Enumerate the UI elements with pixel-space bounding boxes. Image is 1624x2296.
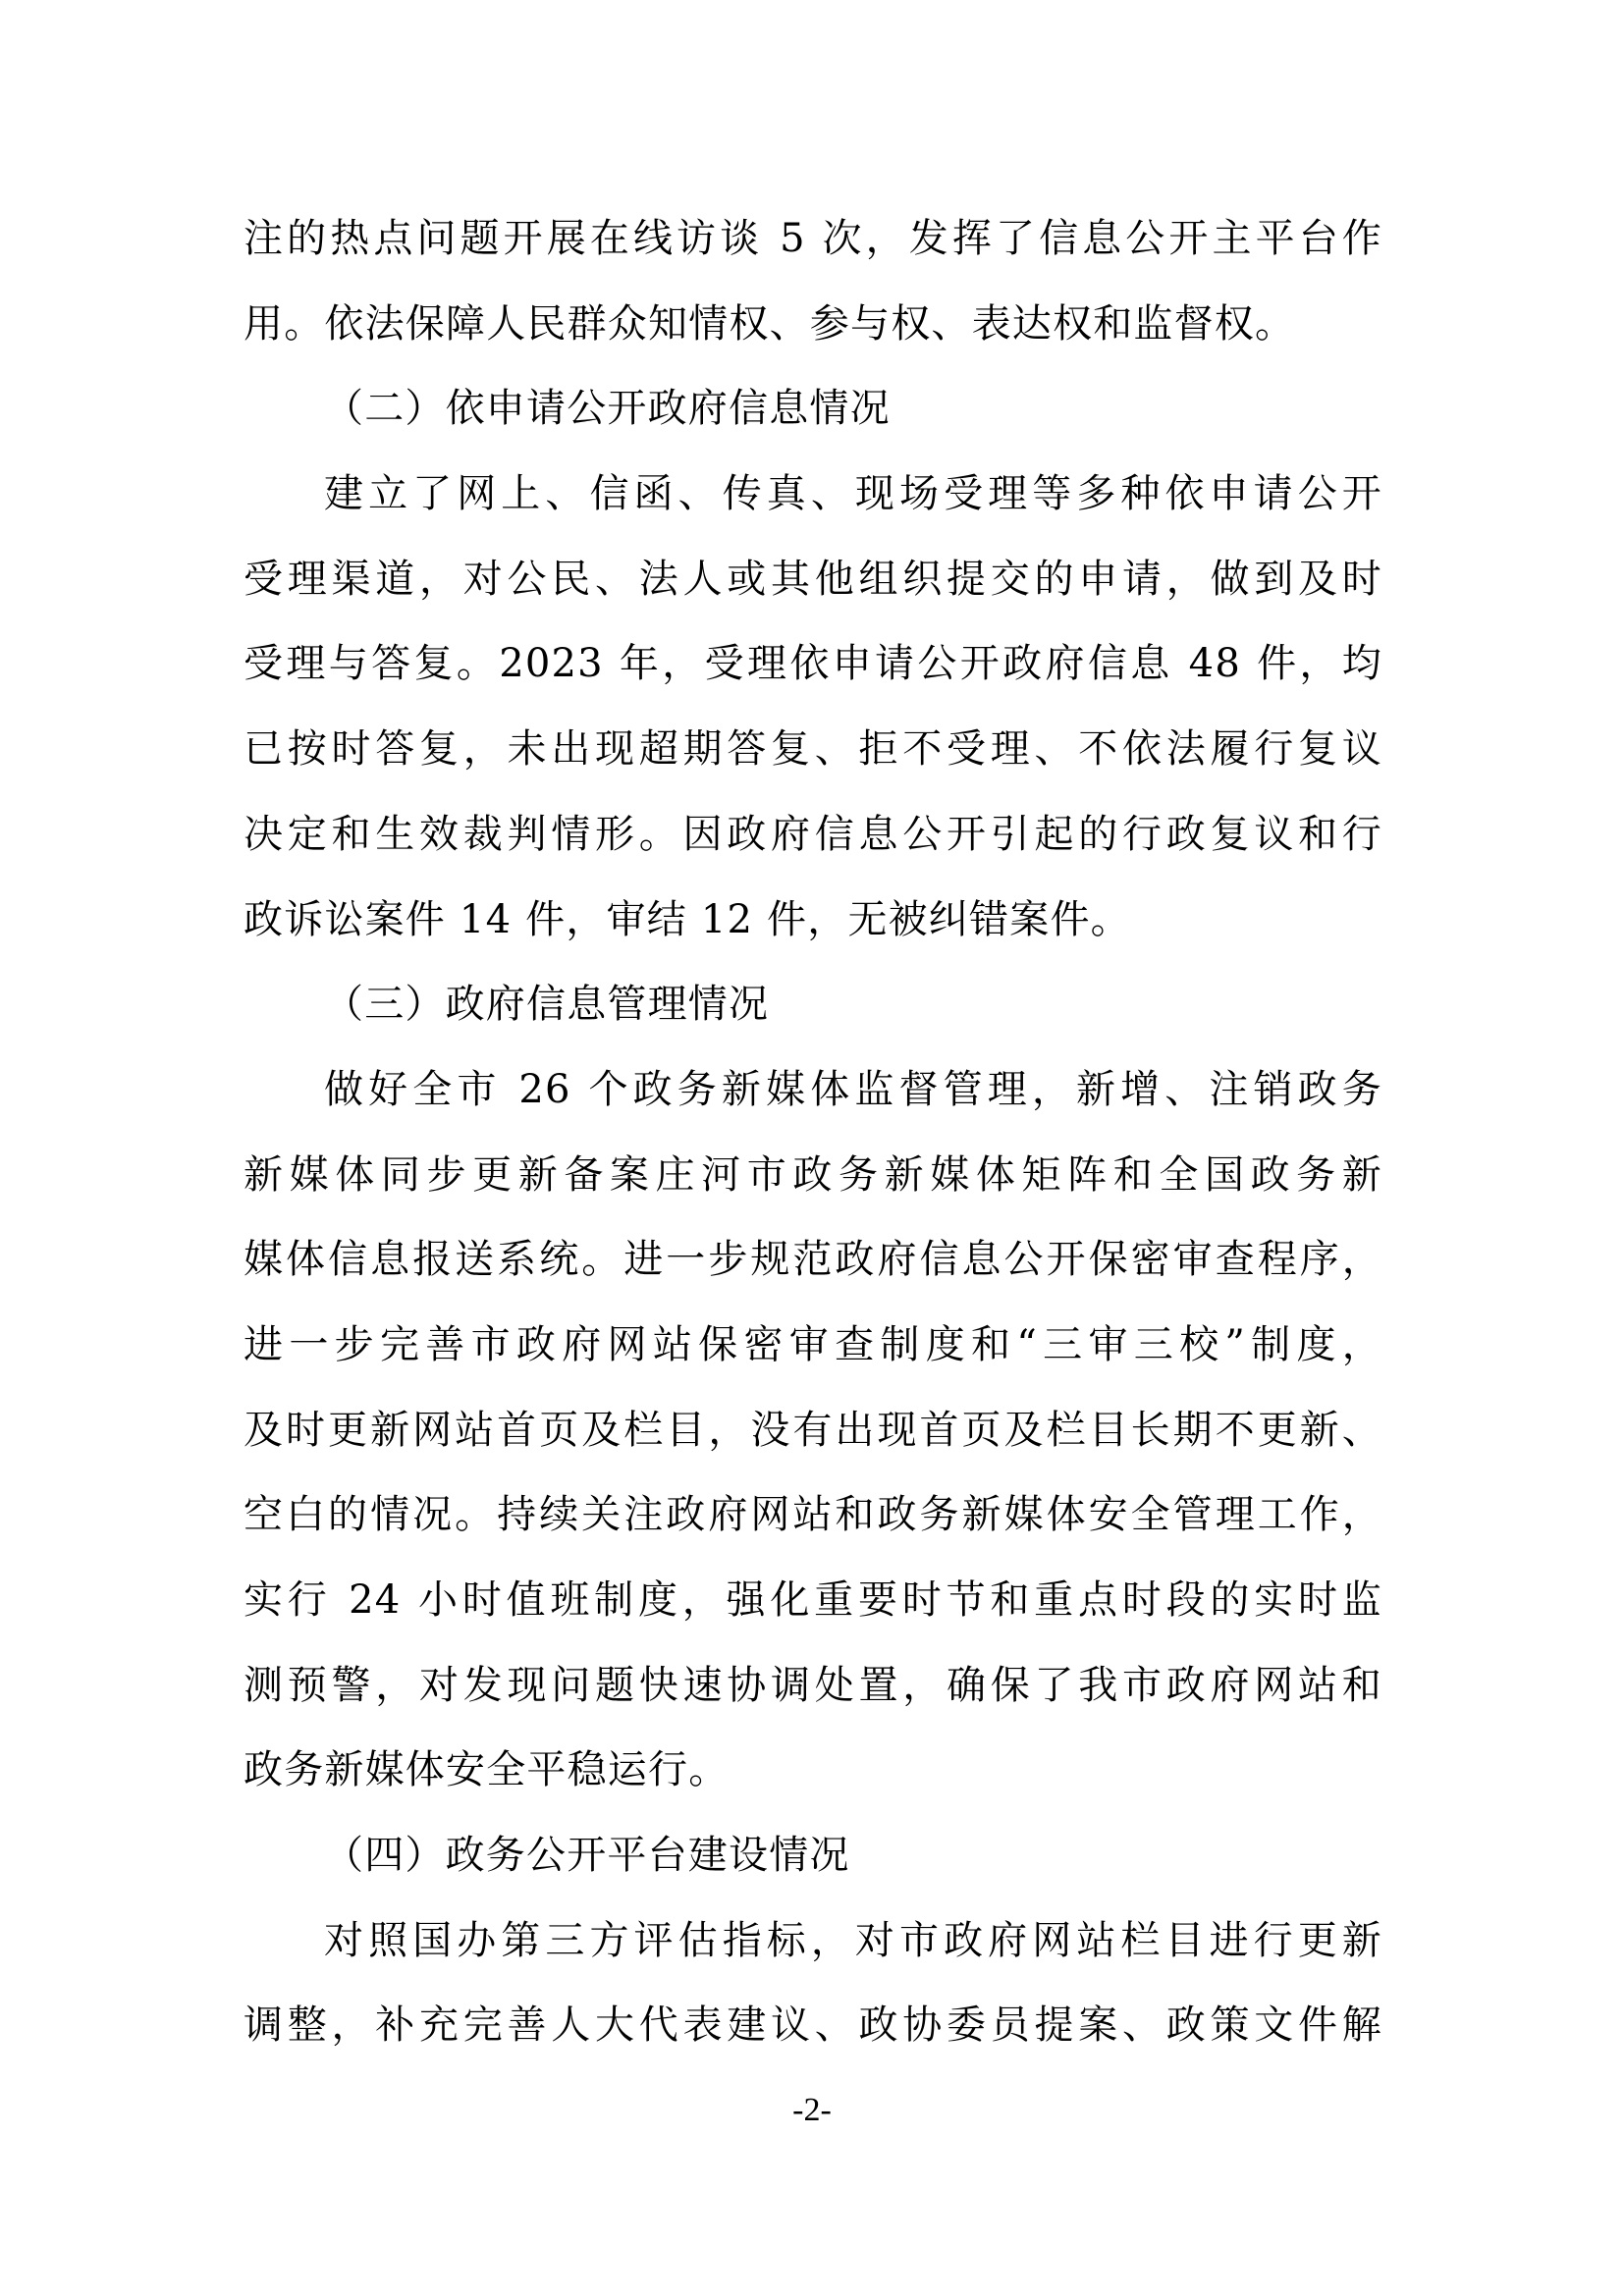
body-line: 受理与答复。2023 年，受理依申请公开政府信息 48 件，均 (244, 641, 1382, 687)
body-line: 媒体信息报送系统。进一步规范政府信息公开保密审查程序， (244, 1237, 1382, 1283)
body-line: 空白的情况。持续关注政府网站和政务新媒体安全管理工作， (244, 1492, 1382, 1538)
section-heading-3: （三）政府信息管理情况 (324, 982, 770, 1028)
paragraph-first-line: 做好全市 26 个政务新媒体监督管理，新增、注销政务 (324, 1066, 1382, 1112)
body-line: 调整，补充完善人大代表建议、政协委员提案、政策文件解 (244, 2002, 1382, 2049)
page-number: -2- (792, 2092, 832, 2128)
body-line: 受理渠道，对公民、法人或其他组织提交的申请，做到及时 (244, 556, 1382, 602)
section-heading-2: （二）依申请公开政府信息情况 (324, 386, 891, 432)
section-heading-4: （四）政务公开平台建设情况 (324, 1833, 850, 1879)
body-line: 政诉讼案件 14 件，审结 12 件，无被纠错案件。 (244, 896, 1131, 942)
body-line: 用。依法保障人民群众知情权、参与权、表达权和监督权。 (244, 300, 1296, 347)
body-line: 测预警，对发现问题快速协调处置，确保了我市政府网站和 (244, 1662, 1382, 1708)
body-line: 政务新媒体安全平稳运行。 (244, 1747, 730, 1793)
paragraph-first-line: 对照国办第三方评估指标，对市政府网站栏目进行更新 (324, 1917, 1382, 1963)
paragraph-first-line: 建立了网上、信函、传真、现场受理等多种依申请公开 (324, 471, 1382, 517)
body-line: 进一步完善市政府网站保密审查制度和“三审三校”制度， (244, 1321, 1382, 1367)
body-line: 决定和生效裁判情形。因政府信息公开引起的行政复议和行 (244, 811, 1382, 857)
body-line: 及时更新网站首页及栏目，没有出现首页及栏目长期不更新、 (244, 1407, 1382, 1453)
body-line: 注的热点问题开展在线访谈 5 次，发挥了信息公开主平台作 (244, 216, 1382, 261)
body-line: 实行 24 小时值班制度，强化重要时节和重点时段的实时监 (244, 1577, 1382, 1623)
body-line: 已按时答复，未出现超期答复、拒不受理、不依法履行复议 (244, 726, 1382, 773)
document-page (244, 196, 1382, 2068)
body-line: 新媒体同步更新备案庄河市政务新媒体矩阵和全国政务新 (244, 1151, 1382, 1198)
